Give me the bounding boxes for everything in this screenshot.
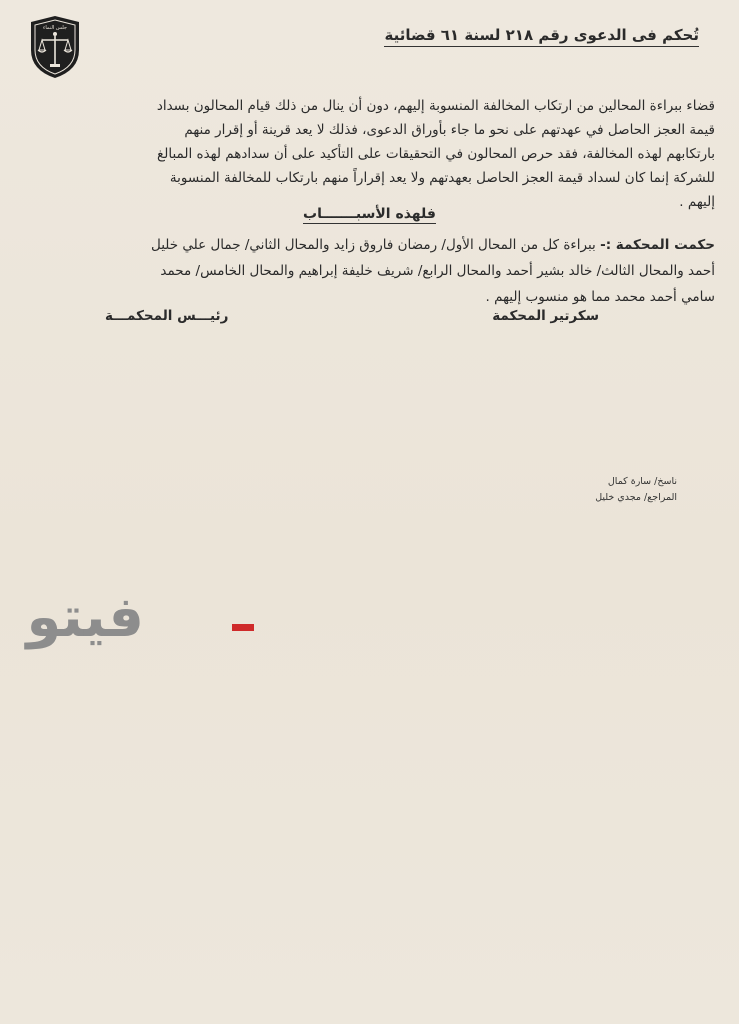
- case-title: تُحكم فى الدعوى رقم ٢١٨ لسنة ٦١ قضائية: [384, 26, 699, 47]
- copier-credit: ناسخ/ سارة كمال: [607, 476, 677, 487]
- paragraph-line: للشركة إنما كان لسداد قيمة العجز الحاصل بعهدتهم ولا يعد إقراراً منهم بارتكاب للمخالفة المنسوبة: [169, 170, 715, 186]
- paragraph-line: بارتكابهم لهذه المخالفة، فقد حرص المحالون في التحقيقات على التأكيد على أن سدادهم لهذه المبالغ: [157, 146, 715, 162]
- president-signature: رئيـــس المحكمـــة: [105, 308, 229, 324]
- ruling-text: ببراءة كل من المحال الأول/ رمضان فاروق زايد والمحال الثاني/ جمال علي خليل: [151, 237, 601, 253]
- ruling-line: سامي أحمد محمد مما هو منسوب إليهم .: [485, 289, 715, 305]
- secretary-signature: سكرتير المحكمة: [492, 308, 599, 324]
- watermark-accent: [232, 624, 254, 631]
- logo-caption: جلس النماء: [43, 25, 67, 31]
- reasons-heading: [0, 206, 739, 222]
- ruling-line: أحمد والمحال الثالث/ خالد بشير أحمد والمحال الرابع/ شريف خليفة إبراهيم والمحال الخامس/ محمد: [160, 263, 715, 279]
- paragraph-line: قيمة العجز الحاصل في عهدتهم على نحو ما جاء بأوراق الدعوى، فذلك لا يعد قرينة أو إقرار منهم: [184, 122, 715, 138]
- reviewer-credit: المراجع/ مجدي خليل: [595, 492, 677, 503]
- reasons-heading-text: فلهذه الأسبـــــــاب: [303, 206, 436, 222]
- scales-of-justice-icon: [28, 14, 82, 80]
- credits: [595, 474, 677, 506]
- paragraph-line: إليهم .: [679, 194, 715, 210]
- ruling-section: [34, 232, 715, 310]
- ruling-line: [34, 232, 715, 258]
- vetogate-watermark: [26, 580, 284, 652]
- ruling-label: حكمت المحكمة :-: [600, 237, 715, 253]
- watermark-text: فيتو: [26, 585, 144, 650]
- paragraph-line: قضاء ببراءة المحالين من ارتكاب المخالفة المنسوبة إليهم، دون أن ينال من ذلك قيام المحالون بسداد: [156, 98, 715, 114]
- judgment-paragraph: [34, 94, 715, 214]
